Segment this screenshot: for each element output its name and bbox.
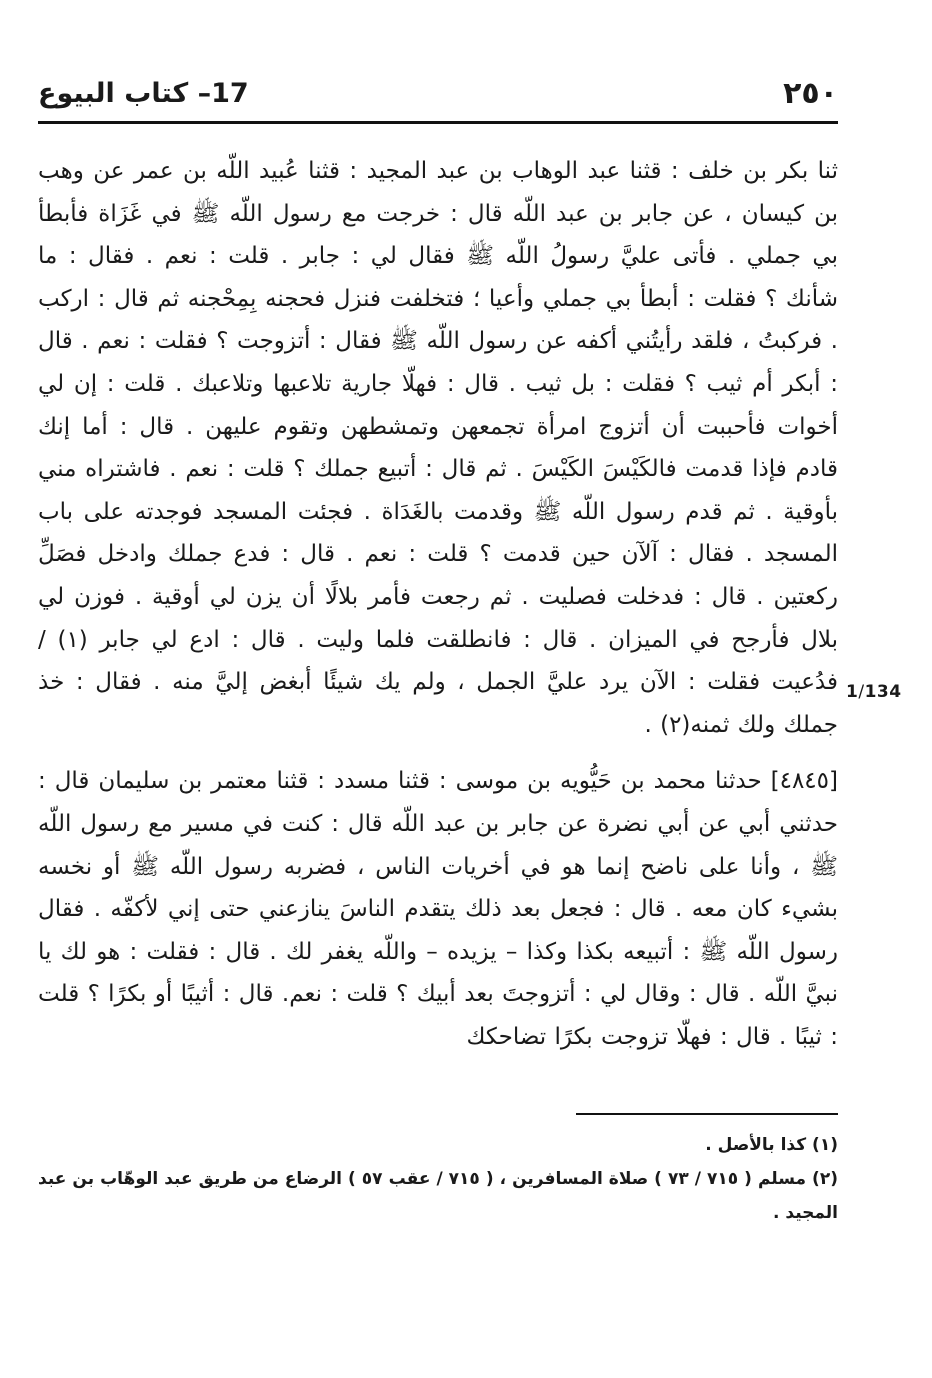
page-number: ٢٥٠	[783, 76, 838, 111]
header-divider	[38, 121, 838, 124]
footnote-1: (١) كذا بالأصل .	[705, 1135, 838, 1155]
footnotes	[38, 1128, 838, 1230]
footnote-divider	[576, 1113, 838, 1115]
hadith-paragraph-2: [٤٨٤٥] حدثنا محمد بن حَيُّويه بن موسى : قثنا مسدد : قثنا معتمر بن سليمان قال : حدثني أبي عن أبي نضرة عن جابر بن عبد اللّه قال : كنت في مسير مع رسول اللّه ﷺ ، وأنا على ناضح إنما هو في أخريات الناس ، فضربه رسول اللّه ﷺ أو نخسه بشيء كان معه . قال : فجعل بعد ذلك يتقدم الناسَ ينازعني حتى إني لأكفّه . فقال رسول اللّه ﷺ : أتبيعه بكذا وكذا – يزيده – واللّه يغفر لك . قال : فقلت : هو لك يا نبيَّ اللّه . قال : وقال لي : أتزوجتَ بعد أبيك ؟ قلت : نعم. قال : أثيبًا أو بكرًا ؟ قلت : ثيبًا . قال : فهلّا تزوجت بكرًا تضاحكك	[38, 768, 838, 1050]
main-text	[38, 150, 838, 1058]
margin-page-reference	[846, 682, 902, 702]
margin-ref-separator: /	[858, 682, 865, 702]
page-header	[38, 70, 838, 116]
chapter-title: 17– كتاب البيوع	[38, 78, 249, 109]
margin-ref-page: 134	[864, 682, 902, 702]
footnote-2: (٢) مسلم ( ٧١٥ / ٧٣ ) صلاة المسافرين ، ( ٧١٥ / عقب ٥٧ ) الرضاع من طريق عبد الوهّاب بن عبد المجيد .	[38, 1169, 839, 1223]
margin-ref-volume: 1	[846, 682, 859, 702]
hadith-paragraph-1: ثنا بكر بن خلف : قثنا عبد الوهاب بن عبد المجيد : قثنا عُبيد اللّه بن عمر عن وهب بن كيسان ، عن جابر بن عبد اللّه قال : خرجت مع رسول اللّه ﷺ في غَزَاة فأبطأ بي جملي . فأتى عليَّ رسولُ اللّه ﷺ فقال لي : جابر . قلت : نعم . فقال : ما شأنك ؟ فقلت : أبطأ بي جملي وأعيا ؛ فتخلفت فنزل فحجنه بِمِحْجنه ثم قال : اركب . فركبتُ ، فلقد رأيتُني أكفه عن رسول اللّه ﷺ فقال : أتزوجت ؟ فقلت : نعم . قال : أبكر أم ثيب ؟ فقلت : بل ثيب . قال : فهلّا جارية تلاعبها وتلاعبك . قلت : إن لي أخوات فأحببت أن أتزوج امرأة تجمعهن وتمشطهن وتقوم عليهن . قال : أما إنك قادم فإذا قدمت فالكَيْسَ الكَيْسَ . ثم قال : أتبيع جملك ؟ قلت : نعم . فاشتراه مني بأوقية . ثم قدم رسول اللّه ﷺ وقدمت بالغَدَاة . فجئت المسجد فوجدته على باب المسجد . فقال : آلآن حين قدمت ؟ قلت : نعم . قال : فدع جملك وادخل فصَلِّ ركعتين . قال : فدخلت فصليت . ثم رجعت فأمر بلالًا أن يزن لي أوقية . فوزن لي بلال فأرجح في الميزان . قال : فانطلقت فلما وليت . قال : ادع لي جابر (١) / فدُعيت فقلت : الآن يرد عليَّ الجمل ، ولم يك شيئًا أبغض إليَّ منه . فقال : خذ جملك ولك ثمنه(٢) .	[38, 158, 838, 738]
paragraph-gap	[38, 746, 838, 760]
